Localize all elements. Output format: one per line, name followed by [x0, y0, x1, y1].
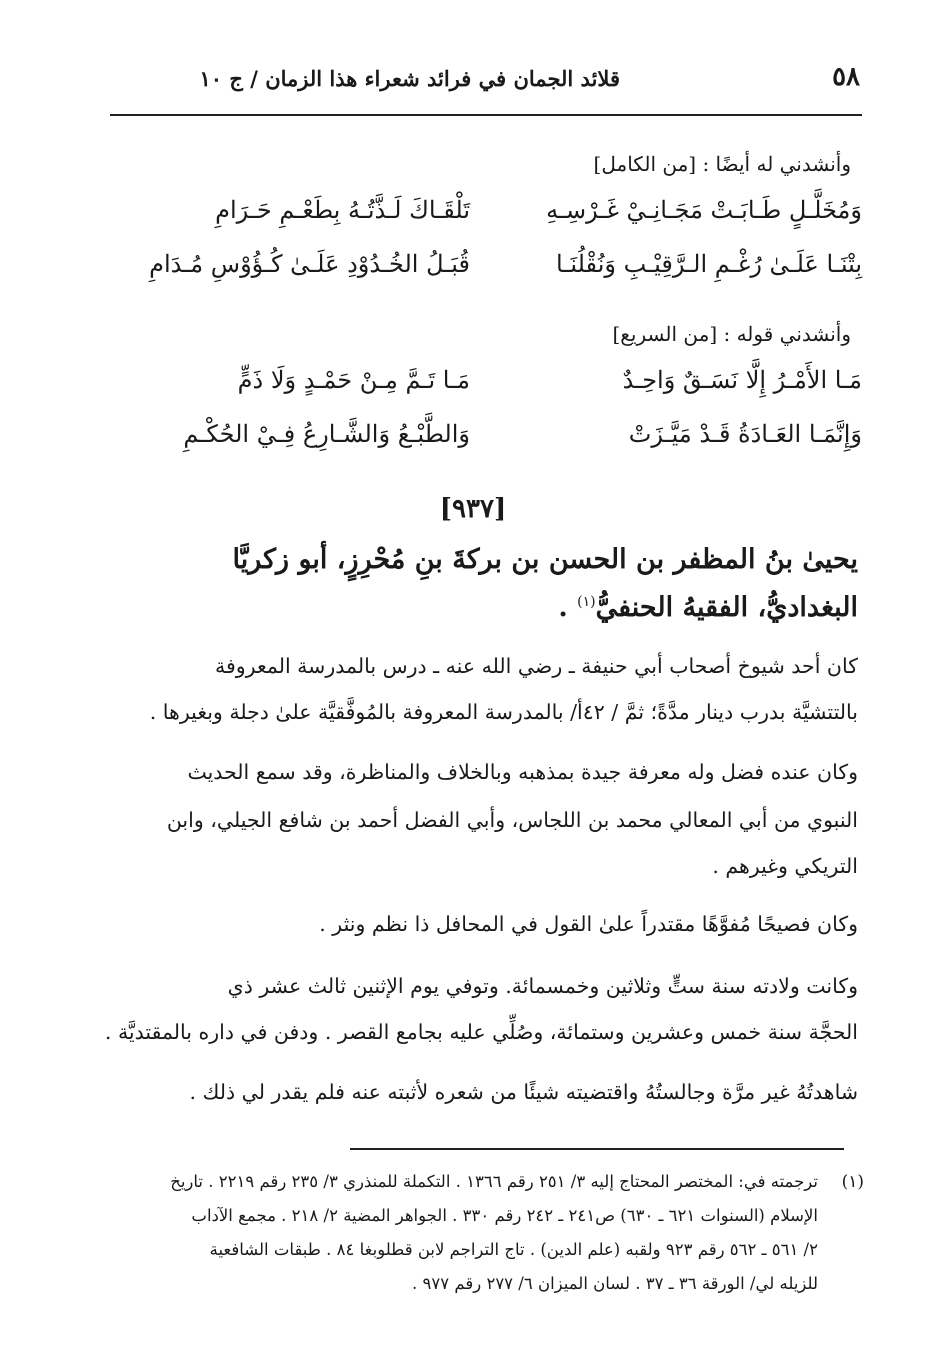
poem1-verse-2 — [110, 250, 862, 294]
poem1-verse-2-first-hemistich: بِتْنَـا عَلَـىٰ رُغْـمِ الـرَّقِيْـبِ وَنُقْلُنَـا — [556, 250, 862, 278]
running-title: قلائد الجمان في فرائد شعراء هذا الزمان / ج ١٠ — [199, 66, 620, 91]
footnote-marker: (١) — [841, 1172, 864, 1192]
paragraph-line: التريكي وغيرهم . — [712, 854, 858, 878]
paragraph-line: كان أحد شيوخ أصحاب أبي حنيفة ـ رضي الله عنه ـ درس بالمدرسة المعروفة — [214, 654, 858, 678]
paragraph-line: النبوي من أبي المعالي محمد بن اللجاس، وأبي الفضل أحمد بن شافع الجيلي، وابن — [166, 808, 858, 832]
footnote-line: للزيله لي/ الورقة ٣٦ ـ ٣٧ . لسان الميزان ٦/ ٢٧٧ رقم ٩٧٧ . — [412, 1274, 818, 1293]
poem1-intro: وأنشدني له أيضًا : [من الكامل] — [593, 152, 851, 176]
entry-name-line-1: يحيىٰ بنُ المظفر بن الحسن بن بركةَ بنِ مُحْرِزٍ، أبو زكريَّا — [232, 544, 858, 575]
paragraph-line: وكان عنده فضل وله معرفة جيدة بمذهبه وبالخلاف والمناظرة، وقد سمع الحديث — [187, 760, 858, 784]
paragraph-line: بالتتشيَّة بدرب دينار مدَّةً؛ ثمَّ / ٤٢أ/ بالمدرسة المعروفة بالمُوفَّقيَّة علىٰ دجلة وبغيرها . — [149, 700, 858, 724]
entry-number: [٩٣٧] — [439, 494, 507, 524]
poem1-verse-2-second-hemistich: قُبَـلُ الخُـدُوْدِ عَلَـىٰ كُـؤُوْسِ مُـدَامِ — [149, 250, 470, 278]
paragraph-line: الحجَّة سنة خمس وعشرين وستمائة، وصُلِّي عليه بجامع القصر . ودفن في داره بالمقتديَّة . — [104, 1020, 858, 1044]
poem2-verse-2 — [110, 420, 862, 464]
header-rule — [110, 114, 862, 116]
poem2-intro: وأنشدني قوله : [من السريع] — [612, 322, 851, 346]
poem1-verse-1 — [110, 196, 862, 240]
poem2-verse-1-second-hemistich: مَـا تَـمَّ مِـنْ حَمْـدٍ وَلَا ذَمٍّ — [237, 366, 470, 394]
poem1-verse-1-second-hemistich: تَلْقَـاكَ لَـذَّتُـهُ بِطَعْـمِ حَـرَامِ — [215, 196, 470, 224]
footnote-line: ترجمته في: المختصر المحتاج إليه ٣/ ٢٥١ رقم ١٣٦٦ . التكملة للمنذري ٣/ ٢٣٥ رقم ٢٢١٩ . تاريخ — [170, 1172, 818, 1191]
entry-name-period: . — [558, 592, 568, 623]
footnote-rule — [350, 1148, 844, 1150]
entry-name-text: البغداديُّ، الفقيهُ الحنفيُّ — [595, 592, 858, 623]
footnote-reference[interactable]: (١) — [577, 594, 596, 610]
page-number: ٥٨ — [832, 62, 860, 92]
page-header — [110, 62, 860, 102]
poem2-verse-1-first-hemistich: مَـا الأَمْـرُ إِلَّا نَسَـقٌ وَاحِـدٌ — [622, 366, 862, 394]
footnote-line: ٢/ ٥٦١ ـ ٥٦٢ رقم ٩٢٣ ولقبه (علم الدين) . تاج التراجم لابن قطلوبغا ٨٤ . طبقات الشافعية — [209, 1240, 818, 1259]
poem1-verse-1-first-hemistich: وَمُخَلَّـلٍ طَـابَـتْ مَجَـانِـيْ غَـرْسِـهِ — [546, 196, 862, 224]
paragraph-line: شاهدتُهُ غير مرَّة وجالستُهُ واقتضيته شيئًا من شعره لأثبته عنه فلم يقدر لي ذلك . — [189, 1080, 858, 1104]
poem2-verse-2-first-hemistich: وَإِنَّمَـا العَـادَةُ قَـدْ مَيَّـزَتْ — [628, 420, 862, 448]
paragraph-line: وكان فصيحًا مُفوَّهًا مقتدراً علىٰ القول في المحافل ذا نظم ونثر . — [319, 912, 858, 936]
entry-name-line-2 — [558, 592, 858, 623]
paragraph-line: وكانت ولادته سنة ستٍّ وثلاثين وخمسمائة. وتوفي يوم الإثنين ثالث عشر ذي — [227, 974, 858, 998]
footnote-line: الإسلام (السنوات ٦٢١ ـ ٦٣٠) ص٢٤١ ـ ٢٤٢ رقم ٣٣٠ . الجواهر المضية ٢/ ٢١٨ . مجمع الآداب — [191, 1206, 818, 1225]
poem2-verse-1 — [110, 366, 862, 410]
poem2-verse-2-second-hemistich: وَالطَّبْـعُ وَالشَّـارِعُ فِـيْ الحُكْـمِ — [183, 420, 470, 448]
